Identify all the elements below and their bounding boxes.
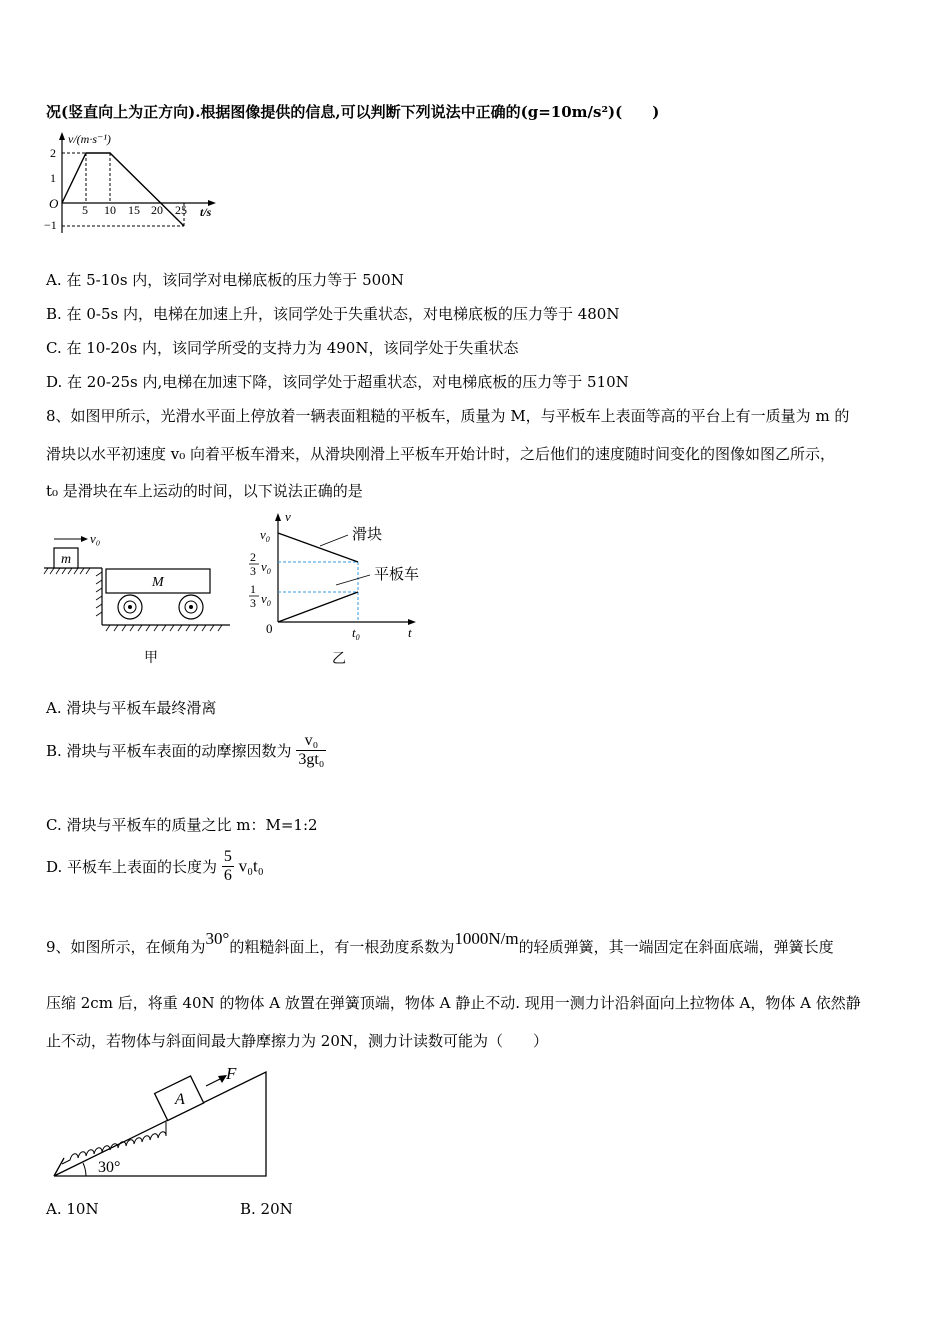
q9-stem-line2: 压缩 2cm 后，将重 40N 的物体 A 放置在弹簧顶端，物体 A 静止不动. 现用一测力计沿斜面向上拉物体 A，物体 A 依然静 (46, 994, 861, 1012)
q8-option-d-text: D. 平板车上表面的长度为 (46, 858, 218, 876)
q8-caption-jia: 甲 (144, 651, 158, 666)
q9-angle-label: 30° (98, 1159, 121, 1176)
q8-yi-v-axis: v (285, 509, 291, 524)
q8-yi-origin: 0 (266, 621, 273, 636)
q8-option-a: A. 滑块与平板车最终滑离 (46, 699, 217, 717)
q9-stem-line3: 止不动，若物体与斜面间最大静摩擦力为 20N，测力计读数可能为（ ） (46, 1032, 548, 1050)
q8-yi-frac-2-num: 2 (250, 550, 256, 564)
q8-yi-label-block: 滑块 (352, 527, 383, 543)
q7-option-b: B. 在 0-5s 内，电梯在加速上升，该同学处于失重状态，对电梯底板的压力等于 480N (46, 305, 620, 323)
q9-option-a: A. 10N (46, 1200, 99, 1218)
q7-graph-xlabel: t/s (200, 205, 212, 219)
q7-option-c: C. 在 10-20s 内，该同学所受的支持力为 490N，该同学处于失重状态 (46, 339, 519, 357)
q8-yi-frac-1-num: 1 (250, 582, 256, 596)
q8-option-c: C. 滑块与平板车的质量之比 m：M=1:2 (46, 816, 318, 834)
q9-force-label: F (226, 1064, 237, 1083)
q7-stem-tail: 况(竖直向上为正方向).根据图像提供的信息,可以判断下列说法中正确的(g=10m/s²)( ) (46, 103, 660, 121)
q7-xtick-15: 15 (128, 203, 140, 217)
q9-k: 1000N/m (454, 929, 519, 948)
q9-stem-line1 (46, 929, 834, 957)
q8-yi-label-1v0: $v_0$ (261, 591, 271, 608)
q8-yi-label-v0: $v_0$ (260, 527, 270, 544)
q7-vt-curve (62, 153, 184, 226)
q9-incline (54, 1072, 266, 1176)
q8-yi-frac-2-den: 3 (250, 564, 256, 578)
q7-ytick-1: 1 (50, 171, 56, 185)
q7-xtick-10: 10 (104, 203, 116, 217)
q8-option-b-text: B. 滑块与平板车表面的动摩擦因数为 (46, 742, 292, 760)
q7-ytick-2: 2 (50, 146, 56, 160)
q8-v0-label: v₀ (90, 531, 101, 546)
q8-yi-label-2v0: $v_0$ (261, 559, 271, 576)
q8-option-d (46, 848, 264, 885)
q8-option-d-den: 6 (223, 867, 232, 884)
q9-block-A-label: A (175, 1091, 185, 1108)
q9-line1-a: 9、如图所示，在倾角为 (46, 938, 206, 956)
q9-angle: 30° (205, 929, 230, 948)
q9-option-b: B. 20N (240, 1200, 293, 1218)
q8-stem-line1: 8、如图甲所示，光滑水平面上停放着一辆表面粗糙的平板车，质量为 M，与平板车上表面等高的平台上有一质量为 m 的 (46, 407, 850, 425)
q8-option-b-num: v₀ (296, 732, 326, 751)
q7-vt-graph (40, 128, 230, 240)
q8-yi-frac-1-den: 3 (250, 596, 256, 610)
q8-yi-label-cart: 平板车 (374, 567, 420, 583)
q8-option-b-den: 3gt₀ (298, 751, 325, 768)
q8-yi-t0: $t_0$ (352, 625, 360, 642)
q7-graph-ylabel: v/(m·s⁻¹) (68, 132, 111, 146)
q7-xtick-5: 5 (82, 203, 88, 217)
q7-ytick-neg1: −1 (44, 218, 57, 232)
q8-figure-yi (240, 505, 440, 670)
q7-xtick-20: 20 (151, 203, 163, 217)
q7-xtick-25: 25 (175, 203, 187, 217)
q8-yi-t-axis: t (408, 625, 412, 640)
q8-caption-yi: 乙 (332, 652, 346, 667)
q8-block-m-label: m (61, 552, 72, 567)
q8-option-b-fraction (296, 732, 326, 769)
q8-yi-cart-line (278, 592, 358, 622)
q8-option-d-fraction (222, 848, 234, 885)
q7-graph-origin: O (49, 196, 59, 211)
q9-line1-c: 的轻质弹簧，其一端固定在斜面底端，弹簧长度 (518, 938, 834, 956)
q8-option-d-num: 5 (223, 848, 232, 865)
q9-line1-b: 的粗糙斜面上，有一根劲度系数为 (229, 938, 455, 956)
q8-figure-jia (40, 520, 240, 670)
q8-cart-M-label: M (152, 575, 164, 590)
q7-option-a: A. 在 5-10s 内，该同学对电梯底板的压力等于 500N (46, 271, 404, 289)
q8-stem-line3: t₀ 是滑块在车上运动的时间，以下说法正确的是 (46, 482, 363, 500)
q9-incline-figure (40, 1060, 280, 1185)
q7-option-d: D. 在 20-25s 内,电梯在加速下降，该同学处于超重状态，对电梯底板的压力等于 510N (46, 373, 629, 391)
q8-option-d-tail: v₀t₀ (238, 856, 264, 876)
q8-option-b (46, 732, 326, 769)
q8-yi-block-line (278, 533, 358, 562)
q8-stem-line2: 滑块以水平初速度 v₀ 向着平板车滑来，从滑块刚滑上平板车开始计时，之后他们的速度随时间变化的图像如图乙所示， (46, 445, 836, 463)
